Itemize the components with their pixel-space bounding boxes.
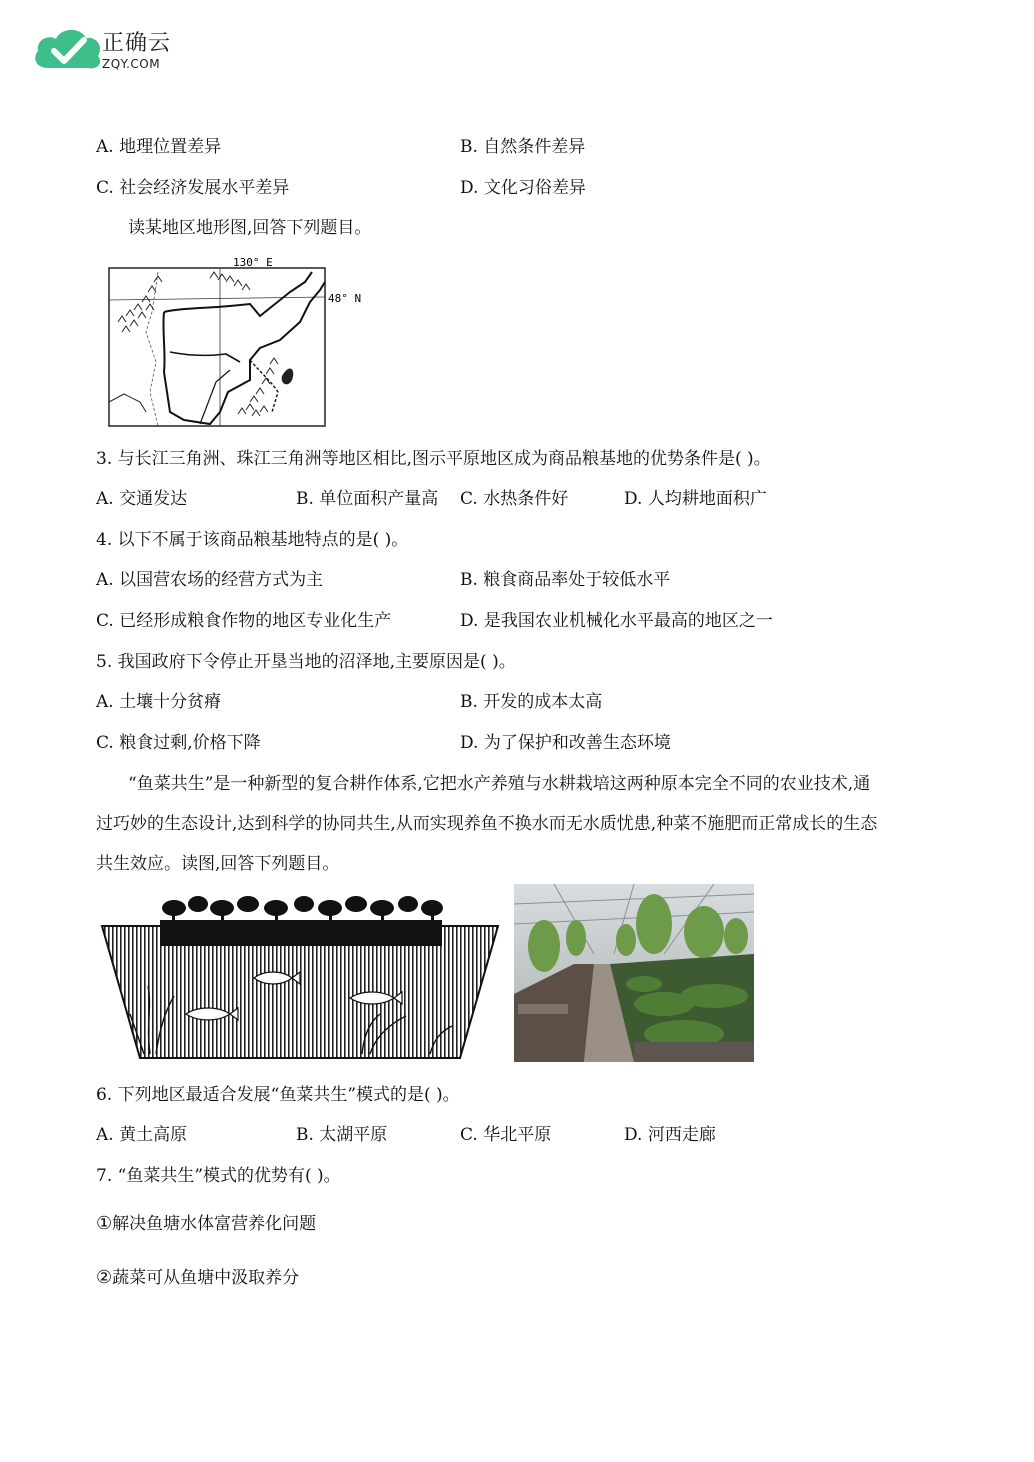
q5-option-d: D. 为了保护和改善生态环境 [460, 733, 671, 753]
q7-item-1 [96, 1213, 316, 1235]
q3-stem: 3. 与长江三角洲、珠江三角洲等地区相比,图示平原地区成为商品粮基地的优势条件是( )。 [96, 449, 771, 469]
intro-aquaponics-line2: 过巧妙的生态设计,达到科学的协同共生,从而实现养鱼不换水而无水质忧患,种菜不施肥而正常成长的生态 [96, 814, 878, 834]
q7-item-2 [96, 1267, 299, 1289]
q6-stem: 6. 下列地区最适合发展“鱼菜共生”模式的是( )。 [96, 1085, 460, 1105]
q4-stem: 4. 以下不属于该商品粮基地特点的是( )。 [96, 530, 409, 550]
q7-item-2-number: ② [96, 1267, 113, 1288]
greenhouse-photo [514, 884, 754, 1062]
q5-option-c: C. 粮食过剩,价格下降 [96, 733, 261, 753]
q5-stem: 5. 我国政府下令停止开垦当地的沼泽地,主要原因是( )。 [96, 652, 516, 672]
logo-text [102, 26, 171, 71]
q7-item-1-text: 解决鱼塘水体富营养化问题 [112, 1214, 317, 1234]
aquaponics-diagram [100, 886, 502, 1066]
map-lat-label: 48° N [328, 292, 362, 305]
q3-option-a: A. 交通发达 [96, 489, 188, 509]
q3-option-d: D. 人均耕地面积广 [624, 489, 767, 509]
q5-option-a: A. 土壤十分贫瘠 [96, 692, 222, 712]
q3-option-b: B. 单位面积产量高 [296, 489, 439, 509]
q5-option-b: B. 开发的成本太高 [460, 692, 603, 712]
q7-stem: 7. “鱼菜共生”模式的优势有( )。 [96, 1166, 341, 1186]
prev-option-b: B. 自然条件差异 [460, 137, 586, 157]
intro-map: 读某地区地形图,回答下列题目。 [128, 218, 372, 238]
prev-option-d: D. 文化习俗差异 [460, 178, 586, 198]
q4-option-a: A. 以国营农场的经营方式为主 [96, 570, 324, 590]
q6-option-b: B. 太湖平原 [296, 1125, 388, 1145]
intro-aquaponics-line3: 共生效应。读图,回答下列题目。 [96, 854, 340, 874]
q4-option-b: B. 粮食商品率处于较低水平 [460, 570, 671, 590]
q6-option-d: D. 河西走廊 [624, 1125, 716, 1145]
intro-aquaponics-line1: “鱼菜共生”是一种新型的复合耕作体系,它把水产养殖与水耕栽培这两种原本完全不同的农业技术,通 [128, 774, 871, 794]
prev-option-a: A. 地理位置差异 [96, 137, 222, 157]
logo-cn: 正确云 [102, 31, 172, 56]
logo-en: ZQY.COM [102, 57, 161, 71]
q7-item-1-number: ① [96, 1213, 113, 1234]
q4-option-d: D. 是我国农业机械化水平最高的地区之一 [460, 611, 773, 631]
prev-option-c: C. 社会经济发展水平差异 [96, 178, 290, 198]
map-lon-label: 130° E [233, 256, 273, 269]
q6-option-c: C. 华北平原 [460, 1125, 552, 1145]
q3-option-c: C. 水热条件好 [460, 489, 569, 509]
q6-option-a: A. 黄土高原 [96, 1125, 188, 1145]
terrain-map-figure [100, 252, 370, 432]
q4-option-c: C. 已经形成粮食作物的地区专业化生产 [96, 611, 392, 631]
q7-item-2-text: 蔬菜可从鱼塘中汲取养分 [112, 1268, 300, 1288]
